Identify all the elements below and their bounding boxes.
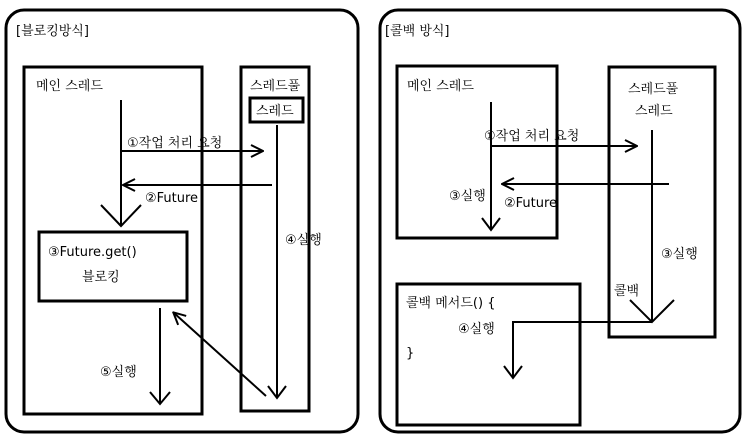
callback-step4-label: ④실행: [458, 322, 495, 337]
callback-step1-label: ①작업 처리 요청: [484, 129, 580, 144]
blocking-step3-label: ③Future.get(): [48, 245, 137, 260]
callback-step3-pool-label: ③실행: [661, 247, 698, 262]
blocking-panel: [6, 10, 358, 432]
blocking-main-thread-label: 메인 스레드: [36, 79, 103, 94]
blocking-threadpool-label: 스레드풀: [250, 79, 301, 94]
blocking-main-thread-box: [24, 67, 202, 414]
callback-method-signature: 콜백 메서드() {: [406, 296, 496, 311]
callback-pool-thread-label: 스레드: [635, 104, 673, 119]
blocking-future-get-box: [39, 232, 187, 301]
callback-threadpool-label: 스레드풀: [628, 82, 679, 97]
callback-main-thread-label: 메인 스레드: [407, 79, 474, 94]
blocking-step1-label: ①작업 처리 요청: [127, 136, 223, 151]
callback-panel: [380, 10, 740, 432]
blocking-step2-label: ②Future: [145, 191, 199, 206]
blocking-pool-thread-label: 스레드: [256, 104, 294, 119]
callback-method-close: }: [406, 346, 415, 361]
callback-title: [콜백 방식]: [385, 24, 450, 39]
callback-panel-border: [380, 10, 740, 432]
blocking-title: [블로킹방식]: [16, 24, 89, 39]
blocking-panel-border: [6, 10, 358, 432]
callback-step2-label: ②Future: [504, 196, 558, 211]
callback-callback-label: 콜백: [614, 284, 640, 299]
blocking-blocking-label: 블로킹: [82, 270, 120, 285]
blocking-step4-label: ④실행: [285, 233, 322, 248]
blocking-step5-label: ⑤실행: [100, 365, 137, 380]
callback-step3-main-label: ③실행: [449, 189, 486, 204]
blocking-wakeup-arrow: [174, 313, 266, 396]
callback-invoke-arrow: [513, 322, 652, 378]
